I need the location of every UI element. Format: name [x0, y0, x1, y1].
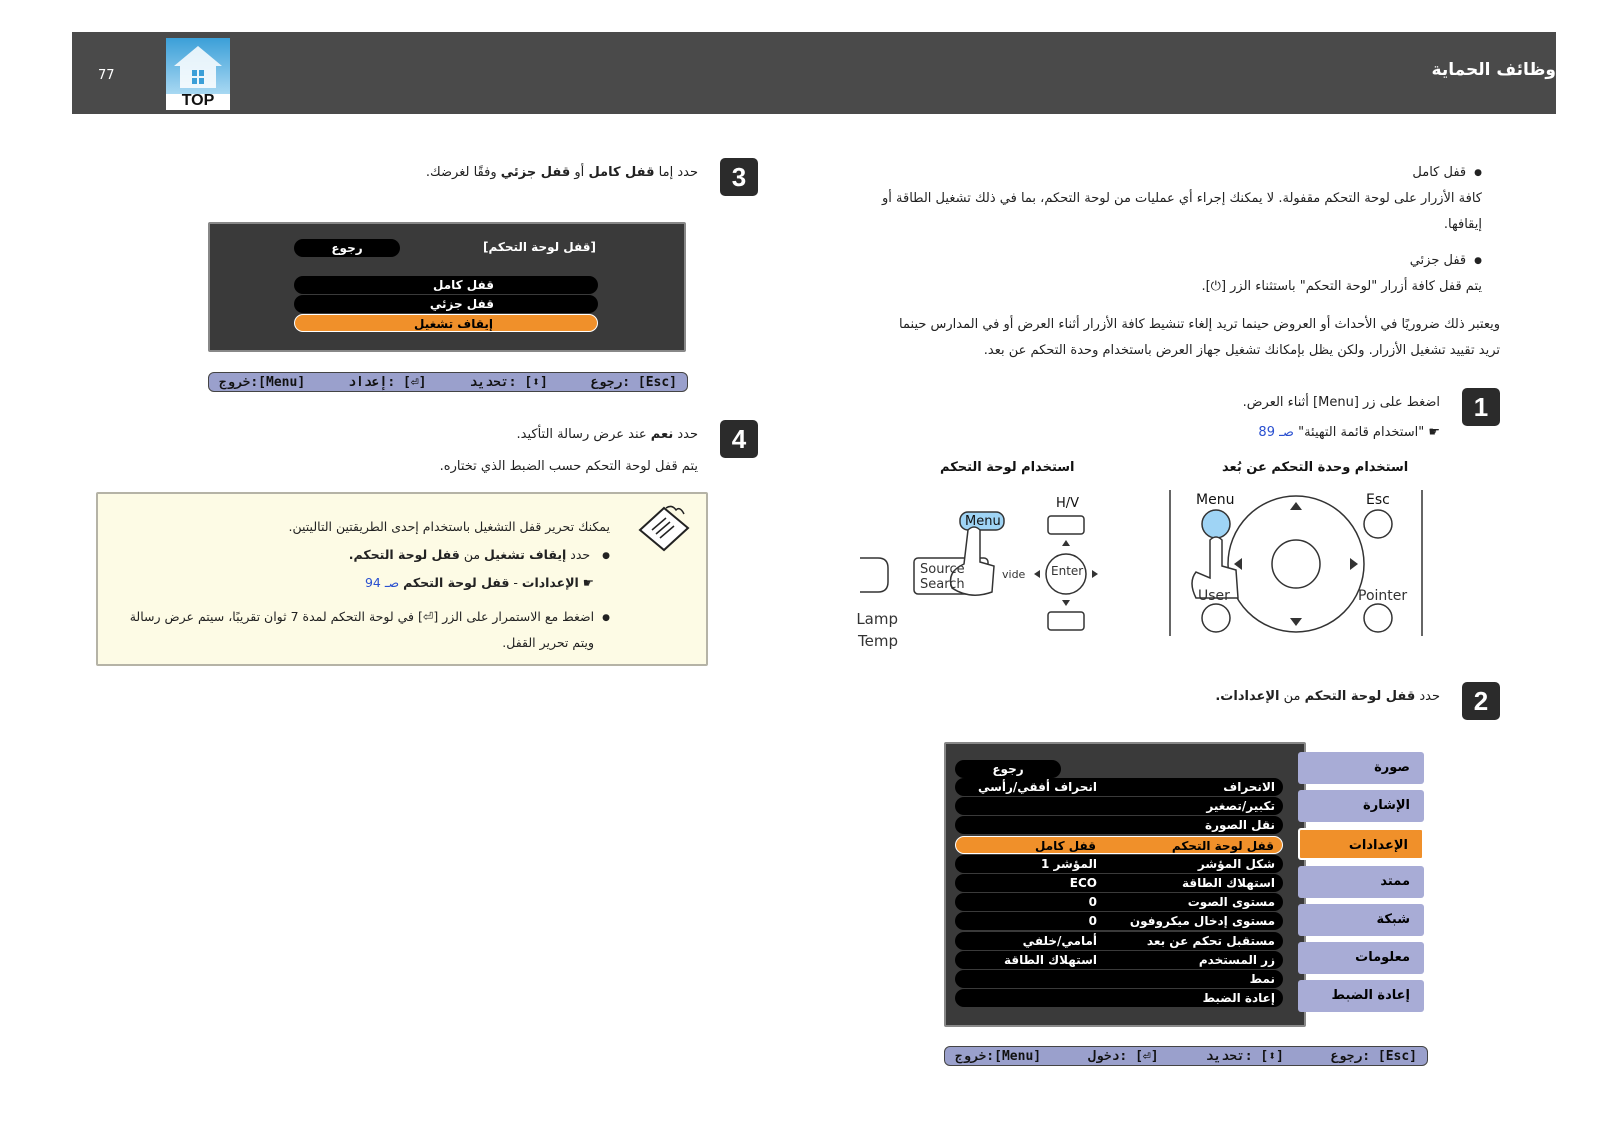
note-ref-link[interactable]: صـ 94 [364, 575, 400, 590]
settings-tab[interactable] [1298, 752, 1424, 784]
step-1-ref-text: "استخدام قائمة التهيئة" [1298, 425, 1425, 440]
step-4-line-2: يتم قفل لوحة التحكم حسب الضبط الذي تختاره. [439, 459, 698, 474]
note-bullet-2-line-2: ويتم تحرير القفل. [502, 635, 594, 650]
step-4-text: حدد نعم عند عرض رسالة التأكيد. [516, 427, 698, 442]
settings-item-value: قفل كامل [1034, 838, 1096, 853]
settings-menu-row[interactable] [955, 816, 1283, 834]
lock-nav-bar [208, 372, 688, 392]
panel-enter-label: Enter [1051, 564, 1084, 578]
settings-tab-label: ممتد [1380, 874, 1410, 889]
settings-menu-row[interactable] [955, 970, 1283, 988]
settings-bar-esc: [Esc] :رجوع [1330, 1048, 1417, 1064]
settings-bar-menu: [Menu]:خروج [955, 1048, 1042, 1064]
lock-bar-esc: [Esc] :رجوع [590, 374, 677, 390]
panel-menu-button-label: Menu [965, 514, 1001, 529]
house-icon [166, 38, 230, 94]
page-number: 77 [98, 68, 115, 83]
settings-item-label: نمط [1249, 972, 1275, 986]
note-reference: ☛ الإعدادات - قفل لوحة التحكم صـ 94 [364, 575, 594, 590]
panel-source-label-2: Search [920, 577, 965, 592]
settings-bar-enter: [⏎] :دخول [1088, 1048, 1159, 1064]
pointing-hand-icon: ☛ [1428, 425, 1440, 440]
settings-tab-label: إعادة الضبط [1331, 988, 1410, 1003]
remote-esc-button-label: Esc [1366, 492, 1390, 508]
lock-bar-set: [⏎] :إعداد [348, 374, 427, 390]
settings-tab[interactable] [1298, 790, 1424, 822]
bullet-partial-lock-title: ● قفل جزئي [862, 248, 1482, 275]
step-3-number: 3 [720, 158, 758, 196]
note-intro: يمكنك تحرير قفل التشغيل باستخدام إحدى الطريقتين التاليتين. [288, 519, 610, 534]
panel-source-label-1: Source [920, 562, 965, 577]
settings-tab[interactable] [1298, 980, 1424, 1012]
settings-menu-row[interactable] [955, 855, 1283, 873]
panel-hv-button-label: H/V [1056, 496, 1080, 511]
settings-menu-row[interactable] [955, 912, 1283, 930]
bullet-full-lock-desc-1: كافة الأزرار على لوحة التحكم مقفولة. لا يمكنك إجراء أي عمليات من لوحة التحكم، بما في ذلك تشغيل الطاقة أو [882, 191, 1482, 206]
step-1-reference [940, 420, 1440, 446]
settings-item-label: نقل الصورة [1205, 818, 1275, 833]
settings-menu-row[interactable] [955, 778, 1283, 796]
settings-item-label: شكل المؤشر [1197, 856, 1275, 871]
remote-control-illustration [1166, 488, 1428, 638]
bullet-full-lock-desc-2: إيقافها. [1443, 217, 1482, 232]
settings-bar-select: [⬍] :تحديد [1205, 1048, 1284, 1064]
lock-option-label: إيقاف تشغيل [414, 317, 493, 331]
settings-menu-row[interactable] [955, 836, 1283, 854]
lock-bar-select: [⬍] :تحديد [469, 374, 548, 390]
lock-menu-title: [قفل لوحة التحكم] [482, 240, 596, 254]
lock-bar-menu: [Menu]:خروج [219, 374, 306, 390]
settings-item-value: انحراف أفقي/رأسي [977, 780, 1097, 794]
settings-item-label: إعادة الضبط [1202, 991, 1275, 1006]
lock-option[interactable] [294, 295, 598, 313]
settings-tab-label: صورة [1374, 760, 1410, 775]
lock-option-label: قفل جزئي [429, 297, 494, 311]
settings-item-label: تكبير/تصغير [1206, 799, 1275, 814]
settings-item-label: استهلاك الطاقة [1182, 876, 1275, 890]
remote-menu-button-label: Menu [1196, 492, 1235, 508]
settings-item-label: قفل لوحة التحكم [1171, 838, 1274, 853]
top-logo-button[interactable] [166, 38, 230, 110]
step-1-number: 1 [1462, 388, 1500, 426]
notepad-icon [636, 504, 692, 552]
page-header [72, 32, 1556, 114]
step-2-text: حدد قفل لوحة التحكم من الإعدادات. [1215, 689, 1440, 704]
settings-item-label: مستقبل تحكم عن بعد [1146, 933, 1275, 948]
settings-item-value: 0 [1088, 895, 1097, 910]
step-2-number: 2 [1462, 682, 1500, 720]
note-bullet-1: ● حدد إيقاف تشغيل من قفل لوحة التحكم. [110, 542, 610, 570]
settings-tab-label: الإشارة [1363, 798, 1410, 813]
lock-option-label: قفل كامل [432, 278, 494, 292]
bullet-partial-lock-desc: يتم قفل كافة أزرار "لوحة التحكم" باستثناء الزر [⏻]. [1201, 279, 1482, 294]
panel-lamp-label: Lamp [856, 610, 898, 628]
lock-option[interactable] [294, 314, 598, 332]
settings-tab-label: شبكة [1376, 912, 1410, 927]
paragraph-line-2: تريد تقييد تشغيل الأزرار. ولكن يظل بإمكانك تشغيل جهاز العرض باستخدام وحدة التحكم عن بعد. [983, 343, 1500, 358]
panel-temp-label: Temp [858, 632, 898, 650]
remote-pointer-button-label: Pointer [1358, 588, 1408, 604]
lock-menu-back-button[interactable]: رجوع [294, 239, 400, 257]
step-3-text: حدد إما قفل كامل أو قفل جزئي وفقًا لغرضك. [425, 165, 698, 180]
settings-tab-label: معلومات [1355, 950, 1410, 965]
settings-item-label: مستوى الصوت [1187, 895, 1275, 910]
settings-item-label: مستوى إدخال ميكروفون [1129, 914, 1275, 929]
panel-vide-label: vide [1002, 568, 1026, 581]
settings-tab[interactable] [1298, 828, 1424, 860]
settings-item-value: استهلاك الطاقة [1004, 952, 1097, 967]
step-1-ref-link[interactable]: صـ 89 [1258, 425, 1294, 440]
note-bullet-2-line-1: ● اضغط مع الاستمرار على الزر [⏎] في لوحة التحكم لمدة 7 ثوان تقريبًا، سيتم عرض رسالة [110, 604, 610, 632]
step-1-text: اضغط على زر [Menu] أثناء العرض. [1242, 395, 1440, 410]
lock-option[interactable] [294, 276, 598, 294]
settings-item-value: 0 [1088, 914, 1097, 929]
settings-menu-row[interactable] [955, 932, 1283, 950]
remote-label: استخدام وحدة التحكم عن بُعد [1222, 460, 1409, 475]
settings-tab[interactable] [1298, 866, 1424, 898]
settings-item-value: المؤشر 1 [1041, 856, 1097, 871]
settings-item-value: أمامي/خلفي [1022, 933, 1097, 948]
settings-tab[interactable] [1298, 942, 1424, 974]
pointing-hand-icon: ☛ [582, 575, 594, 590]
remote-user-button-label: User [1198, 588, 1230, 604]
settings-menu-row[interactable] [955, 893, 1283, 911]
step-4-number: 4 [720, 420, 758, 458]
settings-item-label: الانحراف [1223, 780, 1275, 794]
top-logo-text: TOP [181, 92, 215, 109]
paragraph-line-1: ويعتبر ذلك ضروريًا في الأحداث أو العروض حينما تريد إلغاء تنشيط كافة الأزرار أثناء العرض أو في المدارس حينما [899, 317, 1500, 332]
panel-label: استخدام لوحة التحكم [940, 460, 1075, 475]
section-title: وظائف الحماية [1431, 60, 1556, 80]
settings-menu-row[interactable] [955, 797, 1283, 815]
settings-tab-label: الإعدادات [1348, 838, 1408, 853]
settings-nav-bar [944, 1046, 1428, 1066]
settings-menu-row[interactable] [955, 951, 1283, 969]
settings-back-button[interactable]: رجوع [955, 760, 1061, 778]
settings-item-value: ECO [1069, 876, 1097, 890]
bullet-full-lock-title: ● قفل كامل [862, 160, 1482, 187]
settings-menu-row[interactable] [955, 874, 1283, 892]
settings-tab[interactable] [1298, 904, 1424, 936]
settings-item-label: زر المستخدم [1198, 952, 1275, 967]
settings-menu-row[interactable] [955, 989, 1283, 1007]
